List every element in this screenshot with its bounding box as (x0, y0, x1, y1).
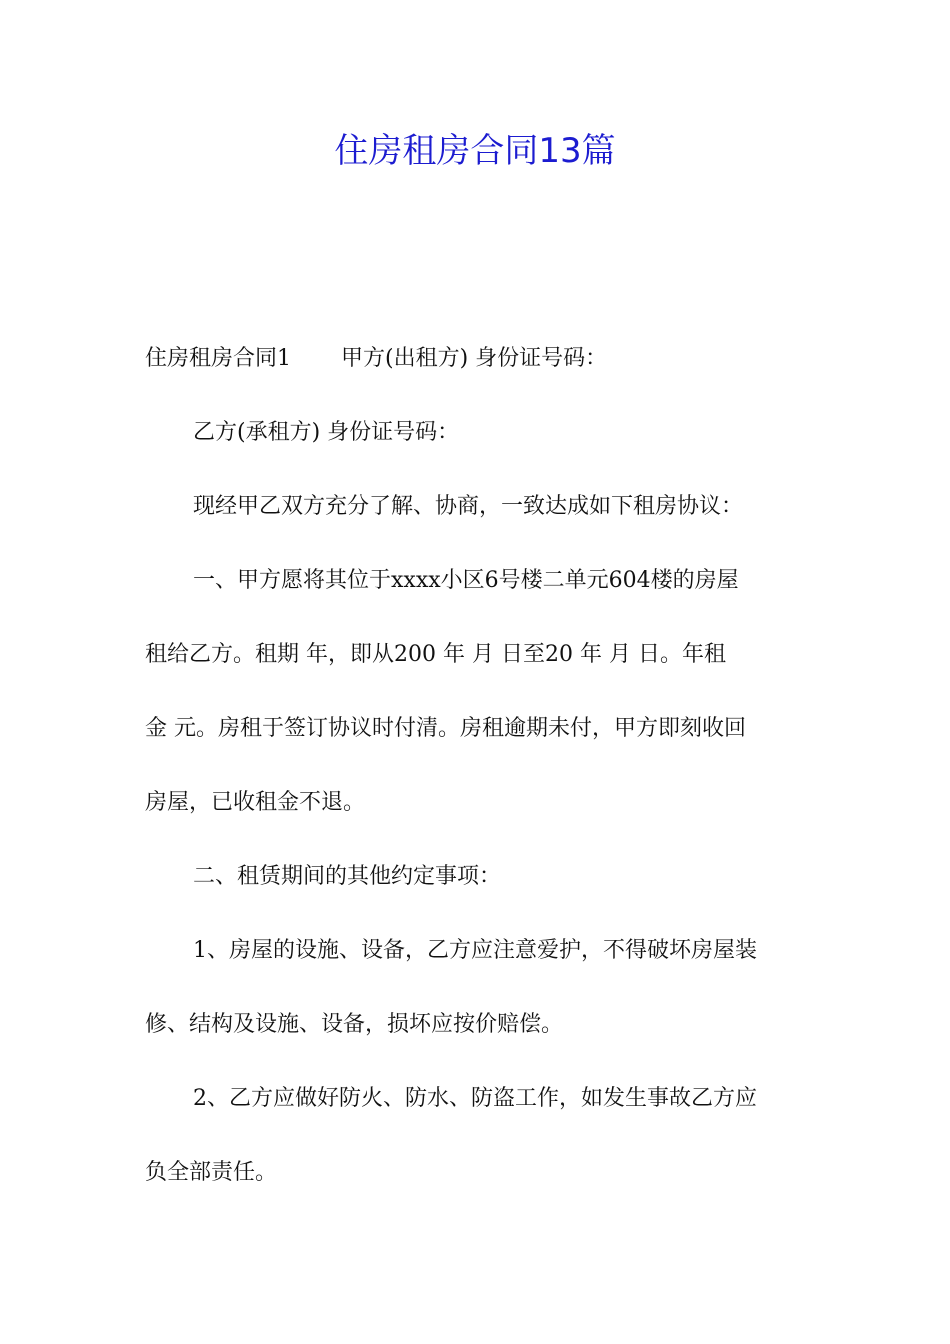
item-2-line-1: 2、乙方应做好防火、防水、防盗工作，如发生事故乙方应 (193, 1086, 757, 1111)
document-title: 住房租房合同13篇 (334, 131, 616, 171)
item-1-line-2: 修、结构及设施、设备，损坏应按价赔偿。 (145, 1012, 564, 1037)
agreement-intro-line: 现经甲乙双方充分了解、协商，一致达成如下租房协议： (193, 494, 744, 519)
party-a-id-line: 甲方(出租方) 身份证号码： (341, 346, 608, 371)
item-2-line-2: 负全部责任。 (145, 1160, 278, 1185)
clause-1-line-3: 金 元。房租于签订协议时付清。房租逾期未付，甲方即刻收回 (145, 716, 746, 741)
item-1-line-1: 1、房屋的设施、设备，乙方应注意爱护，不得破坏房屋装 (193, 938, 757, 963)
section-heading: 住房租房合同1 (145, 346, 291, 371)
clause-1-line-4: 房屋，已收租金不退。 (145, 790, 366, 815)
clause-2-heading: 二、租赁期间的其他约定事项： (193, 864, 502, 889)
heading-line (145, 344, 607, 374)
clause-1-line-2: 租给乙方。租期 年，即从200 年 月 日至20 年 月 日。年租 (145, 642, 726, 667)
clause-1-line-1: 一、甲方愿将其位于xxxx小区6号楼二单元604楼的房屋 (193, 568, 739, 593)
party-b-id-line: 乙方(承租方) 身份证号码： (193, 420, 460, 445)
